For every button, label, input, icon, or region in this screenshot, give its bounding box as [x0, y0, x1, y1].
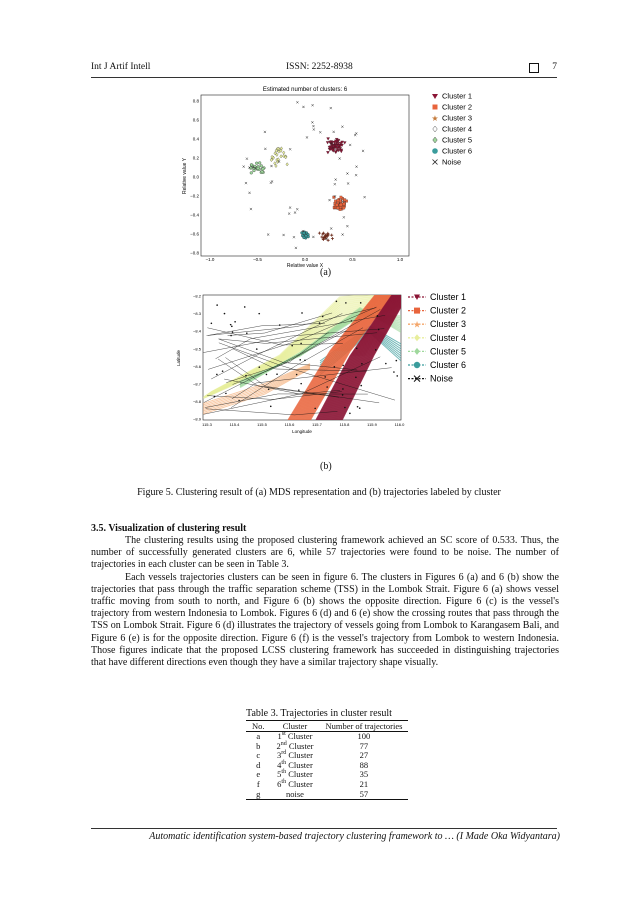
noise-point [246, 158, 248, 160]
noise-point [335, 178, 337, 180]
noise-point [234, 321, 236, 323]
page-number: 7 [552, 62, 557, 72]
noise-point [238, 400, 240, 402]
noise-point [319, 322, 321, 324]
noise-point [385, 363, 387, 365]
paragraph: Each vessels trajectories clusters can be seen in figure 6. The clusters in Figures 6 (a) and 6 (b) show the trajectories that pass through the traffic separation scheme (TSS) in the Lombok Strait. Figure 6 (a) shows vessel traffic moving from south to north, and Figure 6 (b) shows the opposite direction. Figure 6 (c) is the vessel's trajectory from western Indonesia to Lombok. Figures 6 (d) and 6 (e) show the crossing routes that pass through the TSS on Lombok Strait. Figure 6 (d) illustrates the trajectory of vessels going from Lombok to Karangasem Bali, and Figure 6 (e) is for the opposite direction. Figure 6 (f) is the vessel's trajectory from Lombok to western Indonesia. Those figures indicate that the proposed LCSS clustering framework has succeeded in distinguishing trajectories that have different directions even though they have a similar trajectory shape visually. [91, 571, 559, 669]
legend-label: Noise [430, 373, 454, 384]
noise-point [230, 324, 232, 326]
cell-no: b [256, 740, 261, 751]
noise-point [296, 208, 298, 210]
noise-point [270, 406, 272, 408]
noise-point [246, 332, 248, 334]
cluster-name: Cluster [286, 759, 313, 770]
cluster-2-point [335, 204, 338, 207]
legend-marker [414, 348, 420, 355]
noise-point [232, 331, 234, 333]
noise-point [293, 236, 295, 238]
noise-point [222, 370, 224, 372]
noise-point [341, 126, 343, 128]
noise-point [211, 322, 213, 324]
figure-a-mds-plot [180, 84, 480, 270]
figure-b-xticks [202, 422, 405, 427]
xtick: 1.0 [396, 257, 404, 262]
legend-marker [414, 308, 420, 314]
noise-point [342, 365, 344, 367]
legend-marker [433, 105, 438, 110]
cell-count: 88 [359, 759, 369, 770]
noise-point [355, 376, 357, 378]
ytick: −0.4 [190, 212, 199, 218]
ytick: −8.3 [193, 311, 201, 317]
cluster-name: Cluster [286, 778, 313, 789]
noise-point [279, 324, 281, 326]
noise-point [244, 306, 246, 308]
legend-entry-cluster-6 [408, 360, 466, 370]
figure-a-legend [431, 92, 472, 167]
noise-point [334, 183, 336, 185]
noise-point [300, 383, 302, 385]
noise-point [299, 359, 301, 361]
noise-point [319, 131, 321, 133]
cluster-2-point [342, 207, 345, 210]
figure-a-yticks [190, 99, 199, 256]
noise-point [243, 165, 245, 167]
cluster-5-point [262, 167, 265, 170]
noise-point [342, 394, 344, 396]
legend-marker [414, 334, 420, 341]
cluster-2-point [336, 206, 339, 209]
cell-count: 57 [319, 790, 408, 800]
cluster-suffix: st [281, 731, 286, 738]
noise-point [289, 148, 291, 150]
noise-point [298, 389, 300, 391]
noise-point [248, 192, 250, 194]
noise-point [231, 326, 233, 328]
noise-point [264, 148, 266, 150]
ytick: −8.7 [193, 381, 201, 387]
noise-point [375, 349, 377, 351]
ytick: 0.0 [192, 174, 199, 180]
cluster-suffix: th [281, 779, 287, 786]
figure-a-caption: (a) [320, 267, 332, 278]
noise-point [396, 360, 398, 362]
noise-point [393, 371, 395, 373]
noise-point [296, 101, 298, 103]
noise-point [296, 374, 298, 376]
cell-no: c [256, 750, 261, 761]
cell-no: d [256, 759, 261, 770]
cluster-5-point [257, 167, 260, 170]
figure-b-xlabel: Longitude [292, 429, 312, 434]
cell-no: e [256, 769, 261, 780]
cluster-5-point [253, 169, 256, 172]
noise-point [283, 234, 285, 236]
cell-no: g [246, 790, 271, 800]
ytick: −8.6 [193, 363, 201, 369]
noise-point [326, 386, 328, 388]
noise-point [268, 388, 270, 390]
cluster-3-point [318, 232, 321, 235]
header-rule [91, 77, 557, 78]
figure-a-points [243, 101, 366, 249]
cell-cluster [271, 790, 320, 800]
footer-rule [91, 828, 557, 829]
noise-point [311, 121, 313, 123]
noise-point [294, 211, 296, 213]
cluster-1-point [326, 151, 329, 154]
legend-marker [433, 137, 438, 143]
legend-entry-cluster-1 [432, 92, 472, 101]
noise-point [264, 131, 266, 133]
table-row [246, 770, 408, 780]
legend-entry-cluster-1 [408, 292, 466, 302]
legend-label: Cluster 5 [430, 346, 467, 357]
legend-label: Cluster 3 [430, 319, 467, 330]
cluster-2-point [343, 199, 346, 202]
noise-point [258, 313, 260, 315]
noise-point [344, 407, 346, 409]
legend-label: Cluster 2 [442, 102, 473, 112]
xtick: 115.5 [257, 422, 267, 427]
figure-a-ylabel: Relative value Y [182, 157, 188, 195]
cluster-num: 4 [277, 759, 282, 770]
figure-a-xlabel: Relative value X [286, 263, 324, 269]
legend-entry-noise [433, 158, 462, 167]
cluster-name: Cluster [286, 740, 314, 751]
ytick: −0.2 [190, 193, 199, 199]
noise-point [313, 128, 315, 130]
legend-label: Cluster 3 [442, 113, 473, 123]
cluster-num: 2 [276, 740, 281, 751]
noise-point [245, 375, 247, 377]
legend-label: Cluster 1 [442, 91, 473, 101]
noise-point [361, 363, 363, 365]
figure-b-yticks [193, 294, 202, 422]
xtick: 0.0 [301, 257, 309, 262]
legend-entry-cluster-3 [431, 114, 472, 124]
noise-point [336, 301, 338, 303]
noise-point [306, 136, 308, 138]
noise-point [355, 166, 357, 168]
cluster-5-point [250, 171, 253, 174]
noise-point [250, 208, 252, 210]
cluster-2-point [342, 203, 345, 206]
noise-point [342, 233, 344, 235]
figure-b-trajectory-plot [170, 286, 480, 436]
cluster-5-point [250, 163, 253, 166]
cluster-3-point [331, 237, 334, 240]
legend-label: Cluster 4 [442, 124, 473, 134]
cluster-5-point [261, 170, 264, 173]
noise-point [355, 174, 357, 176]
cluster-4-point [280, 155, 283, 158]
noise-point [314, 408, 316, 410]
noise-point [328, 199, 330, 201]
cluster-2-point [337, 199, 340, 202]
legend-marker: ★ [412, 319, 422, 330]
xtick: 0.5 [349, 257, 356, 262]
xtick: 115.9 [367, 422, 377, 427]
cluster-name: Cluster [286, 750, 313, 761]
legend-marker [432, 148, 438, 154]
ytick: −8.2 [193, 293, 201, 299]
legend-entry-cluster-4 [433, 125, 472, 134]
noise-point [343, 216, 345, 218]
legend-label: Cluster 2 [430, 305, 467, 316]
cluster-num: 5 [277, 769, 282, 780]
cluster-num: 1 [277, 731, 282, 741]
legend-label: Cluster 6 [442, 146, 473, 156]
xtick: 115.6 [284, 422, 295, 427]
noise-point [346, 225, 348, 227]
legend-label: Cluster 4 [430, 332, 467, 343]
ytick: −8.4 [193, 328, 201, 334]
trajectories-table [246, 720, 408, 800]
noise-point [377, 315, 379, 317]
cell-count: 21 [359, 778, 369, 789]
header-cluster: Cluster [271, 721, 320, 732]
noise-point [214, 396, 216, 398]
legend-entry-cluster-2 [433, 103, 473, 112]
noise-point [276, 373, 278, 375]
noise-point [230, 335, 232, 337]
paragraph: The clustering results using the proposed clustering framework achieved an SC score of 0.533. Thus, the number of successfully generated clusters are 6, while 57 trajectories were found to be noise. The number of trajectories in each cluster can be seen in Table 3. [91, 535, 559, 571]
figure-b-legend [408, 292, 466, 384]
noise-point [362, 150, 364, 152]
cluster-5-point [260, 164, 263, 167]
ytick: 0.8 [192, 98, 199, 104]
legend-marker [432, 94, 438, 99]
figure-a-title: Estimated number of clusters: 6 [262, 87, 348, 93]
xtick: 115.7 [312, 422, 322, 427]
legend-entry-cluster-3 [408, 319, 466, 330]
header-count: Number of trajectories [319, 721, 408, 732]
noise-point [245, 182, 247, 184]
noise-point [300, 343, 302, 345]
noise-point [359, 407, 361, 409]
cluster-1-point [326, 141, 329, 144]
noise-point [356, 347, 358, 349]
legend-label: Noise [442, 157, 462, 167]
xtick: 115.3 [202, 422, 212, 427]
noise-point [378, 329, 380, 331]
noise-point [288, 213, 290, 215]
table-caption: Table 3. Trajectories in cluster result [246, 708, 392, 719]
cluster-1-point [327, 138, 330, 141]
legend-marker [414, 362, 420, 368]
cell-count: 77 [359, 740, 369, 751]
legend-entry-cluster-4 [408, 333, 466, 343]
noise-point [312, 125, 314, 127]
noise-point [351, 320, 353, 322]
cluster-5-point [258, 162, 261, 165]
cluster-name: Cluster [286, 769, 313, 780]
noise-point [224, 313, 226, 315]
cell-no: a [256, 731, 261, 741]
ytick: 0.2 [192, 155, 199, 161]
cluster-2-point [340, 196, 343, 199]
noise-point [330, 227, 332, 229]
legend-entry-cluster-5 [408, 346, 466, 356]
ytick: −8.9 [193, 416, 201, 422]
ytick: −8.5 [193, 346, 201, 352]
cell-count: 27 [359, 750, 369, 761]
noise-point [225, 393, 227, 395]
table-header-row [246, 721, 408, 732]
cluster-1-point [340, 150, 343, 153]
noise-point [334, 366, 336, 368]
body-text [91, 535, 559, 669]
cluster-suffix: rd [281, 750, 287, 757]
legend-entry-noise [408, 374, 453, 384]
table-row [246, 742, 408, 752]
noise-point [364, 196, 366, 198]
cluster-4-point [286, 163, 289, 166]
cluster-suffix: th [281, 769, 287, 776]
xtick: 115.8 [339, 422, 350, 427]
cluster-name: noise [286, 788, 304, 799]
noise-point [289, 207, 291, 209]
cluster-1-point [343, 142, 346, 145]
ytick: 0.6 [192, 117, 199, 123]
noise-point [360, 385, 362, 387]
noise-point [360, 302, 362, 304]
figure-b-ylabel: Latitude [176, 349, 181, 367]
noise-point [345, 302, 347, 304]
table-row [246, 790, 408, 800]
checkbox-icon [529, 63, 539, 73]
cluster-5-point [255, 162, 258, 165]
legend-entry-cluster-2 [408, 306, 466, 316]
ytick: −0.8 [190, 250, 199, 256]
legend-marker [433, 160, 438, 165]
noise-point [258, 366, 260, 368]
noise-point [339, 157, 341, 159]
issn: ISSN: 2252-8938 [286, 62, 353, 72]
noise-point [311, 104, 313, 106]
cluster-suffix: nd [280, 740, 287, 747]
cell-no: f [256, 778, 260, 789]
noise-point [271, 180, 273, 182]
cluster-2-point [340, 203, 343, 206]
figure-a-xticks [206, 257, 404, 262]
section-title: 3.5. Visualization of clustering result [91, 523, 247, 534]
cell-count: 35 [359, 769, 369, 780]
ytick: −0.6 [190, 231, 199, 237]
legend-label: Cluster 5 [442, 135, 473, 145]
cluster-6-point [305, 234, 308, 237]
noise-point [267, 233, 269, 235]
noise-point [349, 144, 351, 146]
legend-label: Cluster 6 [430, 360, 467, 370]
noise-point [302, 106, 304, 108]
cluster-suffix: th [281, 759, 287, 766]
noise-point [324, 376, 326, 378]
noise-point [346, 172, 348, 174]
header-no: No. [246, 721, 271, 732]
table-row [246, 732, 408, 742]
cluster-3-point [330, 234, 333, 237]
ytick: −8.8 [193, 399, 201, 405]
noise-point [330, 107, 332, 109]
xtick: −0.5 [253, 257, 262, 262]
legend-entry-cluster-5 [433, 136, 472, 145]
table-row [246, 761, 408, 771]
figure-b-caption: (b) [320, 461, 332, 472]
legend-marker [433, 126, 438, 132]
table-row [246, 751, 408, 761]
noise-point [396, 375, 398, 377]
noise-point [270, 165, 272, 167]
xtick: 116.0 [394, 422, 405, 427]
cluster-name: Cluster [285, 731, 313, 741]
noise-point [357, 406, 359, 408]
noise-point [295, 247, 297, 249]
legend-marker: ★ [431, 114, 439, 123]
legend-entry-cluster-6 [432, 147, 472, 156]
noise-point [322, 316, 324, 318]
cell-count: 100 [357, 731, 371, 741]
noise-point [301, 312, 303, 314]
cluster-4-point [282, 151, 285, 154]
noise-point [266, 374, 268, 376]
noise-point [216, 374, 218, 376]
noise-point [312, 236, 314, 238]
running-footer: Automatic identification system-based trajectory clustering framework to … (I Made Oka Widyantara) [149, 831, 560, 842]
running-header [91, 62, 557, 76]
cluster-num: 6 [277, 778, 282, 789]
noise-point [342, 388, 344, 390]
noise-point [347, 182, 349, 184]
legend-label: Cluster 1 [430, 292, 467, 302]
noise-point [256, 348, 258, 350]
noise-point [216, 304, 218, 306]
noise-point [304, 359, 306, 361]
xtick: 115.4 [229, 422, 240, 427]
ytick: 0.4 [192, 136, 199, 142]
noise-point [349, 413, 351, 415]
journal-name: Int J Artif Intell [91, 62, 151, 72]
table-row [246, 780, 408, 790]
figure-caption: Figure 5. Clustering result of (a) MDS representation and (b) trajectories labeled by cluster [137, 487, 501, 498]
noise-point [333, 131, 335, 133]
xtick: −1.0 [205, 257, 215, 262]
noise-point [291, 345, 293, 347]
cluster-num: 3 [277, 750, 282, 761]
